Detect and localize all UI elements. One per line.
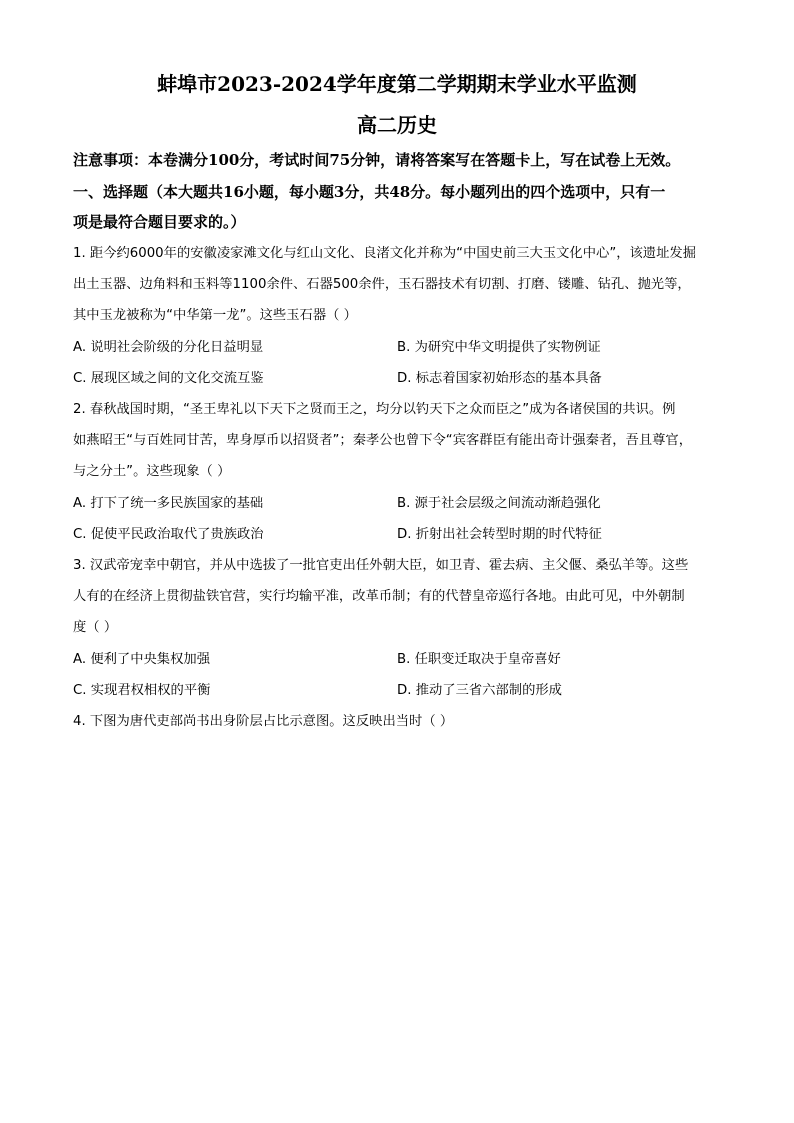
exam-title: 蚌埠市2023-2024学年度第二学期期末学业水平监测 [157,72,637,96]
question-3-line-3: 度（ ） [73,620,118,635]
question-2-option-c: C. 促使平民政治取代了贵族政治 [73,527,264,542]
question-1-option-b: B. 为研究中华文明提供了实物例证 [397,340,601,355]
question-4-line-1: 4. 下图为唐代吏部尚书出身阶层占比示意图。这反映出当时（ ） [73,714,454,729]
question-3-option-c: C. 实现君权相权的平衡 [73,683,211,698]
question-1-line-2: 出土玉器、边角料和玉料等1100余件、石器500余件，玉石器技术有切割、打磨、镂雕、钻孔、抛光等， [73,277,691,292]
question-1-line-3: 其中玉龙被称为“中华第一龙”。这些玉石器（ ） [73,308,357,323]
question-3-line-1: 3. 汉武帝宠幸中朝官，并从中选拔了一批官吏出任外朝大臣，如卫青、霍去病、主父偃、桑弘羊等。这些 [73,558,689,573]
question-2-line-3: 与之分土”。这些现象（ ） [73,464,231,479]
question-1-option-d: D. 标志着国家初始形态的基本具备 [397,371,602,386]
section-heading-line-2: 项是最符合题目要求的。） [73,213,246,231]
section-heading-line-1: 一、选择题（本大题共16小题，每小题3分，共48分。每小题列出的四个选项中，只有一 [73,183,666,201]
exam-subject: 高二历史 [357,113,437,137]
question-2-option-b: B. 源于社会层级之间流动渐趋强化 [397,496,601,511]
question-3-option-d: D. 推动了三省六部制的形成 [397,683,562,698]
question-2-line-1: 2. 春秋战国时期，“圣王卑礼以下天下之贤而王之，均分以钓天下之众而臣之”成为各诸侯国的共识。例 [73,402,676,417]
question-1-line-1: 1. 距今约6000年的安徽凌家滩文化与红山文化、良渚文化并称为“中国史前三大玉文化中心”，该遗址发掘 [73,246,696,261]
question-2-option-d: D. 折射出社会转型时期的时代特征 [397,527,602,542]
question-1-option-c: C. 展现区域之间的文化交流互鉴 [73,371,264,386]
notice-text: 注意事项：本卷满分100分，考试时间75分钟，请将答案写在答题卡上，写在试卷上无效。 [73,151,681,169]
question-3-line-2: 人有的在经济上贯彻盐铁官营，实行均输平准，改革币制；有的代替皇帝巡行各地。由此可见，中外朝制 [73,589,685,604]
question-1-option-a: A. 说明社会阶级的分化日益明显 [73,340,264,355]
question-2-line-2: 如燕昭王“与百姓同甘苦，卑身厚币以招贤者”；秦孝公也曾下令“宾客群臣有能出奇计强秦者，吾且尊官， [73,433,693,448]
question-2-option-a: A. 打下了统一多民族国家的基础 [73,496,264,511]
question-3-option-b: B. 任职变迁取决于皇帝喜好 [397,652,561,667]
question-3-option-a: A. 便利了中央集权加强 [73,652,210,667]
